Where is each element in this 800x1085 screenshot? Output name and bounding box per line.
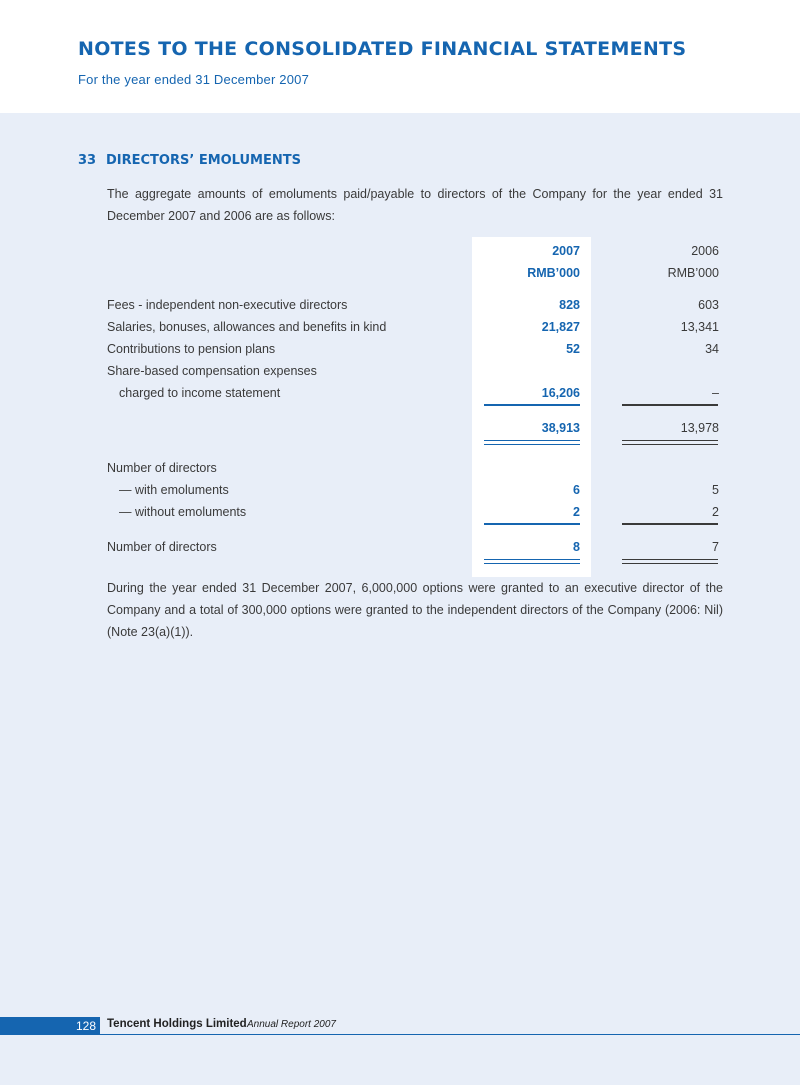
subtotal-rule-2006 bbox=[622, 404, 718, 406]
intro-paragraph: The aggregate amounts of emoluments paid/payable to directors of the Company for the year ended 31 December 2007 and 2006 are as follows: bbox=[107, 187, 723, 223]
value-2006: 13,341 bbox=[680, 320, 719, 334]
value-2007: 6 bbox=[573, 483, 580, 497]
total-double-rule-2007 bbox=[484, 440, 580, 445]
total-2007: 38,913 bbox=[541, 421, 580, 435]
column-2007-highlight bbox=[472, 237, 591, 577]
page-number: 128 bbox=[0, 1017, 100, 1035]
table-row bbox=[0, 458, 800, 478]
row-label: Share-based compensation expenses bbox=[107, 364, 317, 378]
document-subtitle: For the year ended 31 December 2007 bbox=[78, 72, 310, 87]
value-2006: – bbox=[712, 386, 719, 400]
report-name: Annual Report 2007 bbox=[247, 1019, 336, 1030]
table-row bbox=[0, 317, 800, 337]
subtotal-rule-2007 bbox=[484, 523, 580, 525]
row-label: Number of directors bbox=[107, 461, 217, 475]
table-row bbox=[0, 383, 800, 403]
page-content bbox=[0, 113, 800, 1085]
value-2007: 8 bbox=[573, 540, 580, 554]
value-2007: 21,827 bbox=[541, 320, 580, 334]
table-row-total bbox=[0, 418, 800, 438]
value-2007: 828 bbox=[559, 298, 580, 312]
value-2006: 603 bbox=[698, 298, 719, 312]
table-row bbox=[0, 361, 800, 381]
row-label: Salaries, bonuses, allowances and benefits in kind bbox=[107, 320, 387, 334]
col-2006-year: 2006 bbox=[691, 244, 719, 258]
section-number: 33 bbox=[78, 153, 97, 168]
value-2006: 2 bbox=[712, 505, 719, 519]
total-2006: 13,978 bbox=[680, 421, 719, 435]
table-row bbox=[0, 537, 800, 557]
table-header-unit bbox=[0, 263, 800, 283]
col-2007-year: 2007 bbox=[552, 244, 580, 258]
total-double-rule-2006 bbox=[622, 440, 718, 445]
row-label: Contributions to pension plans bbox=[107, 342, 276, 356]
row-label: — with emoluments bbox=[119, 483, 229, 497]
table-row bbox=[0, 502, 800, 522]
row-label: charged to income statement bbox=[119, 386, 281, 400]
table-row bbox=[0, 480, 800, 500]
total-double-rule-2006 bbox=[622, 559, 718, 564]
page-header bbox=[0, 0, 800, 113]
row-label: Number of directors bbox=[107, 540, 217, 554]
company-name: Tencent Holdings Limited bbox=[107, 1018, 247, 1030]
subtotal-rule-2007 bbox=[484, 404, 580, 406]
document-title: NOTES TO THE CONSOLIDATED FINANCIAL STATEMENTS bbox=[78, 38, 687, 60]
table-row bbox=[0, 339, 800, 359]
row-label: Fees - independent non-executive directors bbox=[107, 298, 348, 312]
value-2006: 34 bbox=[705, 342, 719, 356]
col-2006-unit: RMB’000 bbox=[667, 266, 719, 280]
col-2007-unit: RMB’000 bbox=[527, 266, 580, 280]
note-paragraph: During the year ended 31 December 2007, 6,000,000 options were granted to an executive director of the Company and a total of 300,000 options were granted to the independent directors of the Company (2006: Nil) (Note 23(a)(1)). bbox=[107, 581, 723, 639]
subtotal-rule-2006 bbox=[622, 523, 718, 525]
table-row bbox=[0, 295, 800, 315]
row-label: — without emoluments bbox=[119, 505, 247, 519]
value-2006: 7 bbox=[712, 540, 719, 554]
table-header-year bbox=[0, 241, 800, 261]
value-2007: 2 bbox=[573, 505, 580, 519]
section-title: DIRECTORS’ EMOLUMENTS bbox=[106, 153, 301, 168]
total-double-rule-2007 bbox=[484, 559, 580, 564]
value-2007: 52 bbox=[566, 342, 580, 356]
value-2007: 16,206 bbox=[541, 386, 580, 400]
value-2006: 5 bbox=[712, 483, 719, 497]
page-footer bbox=[0, 1017, 800, 1047]
footer-rule bbox=[100, 1034, 800, 1035]
